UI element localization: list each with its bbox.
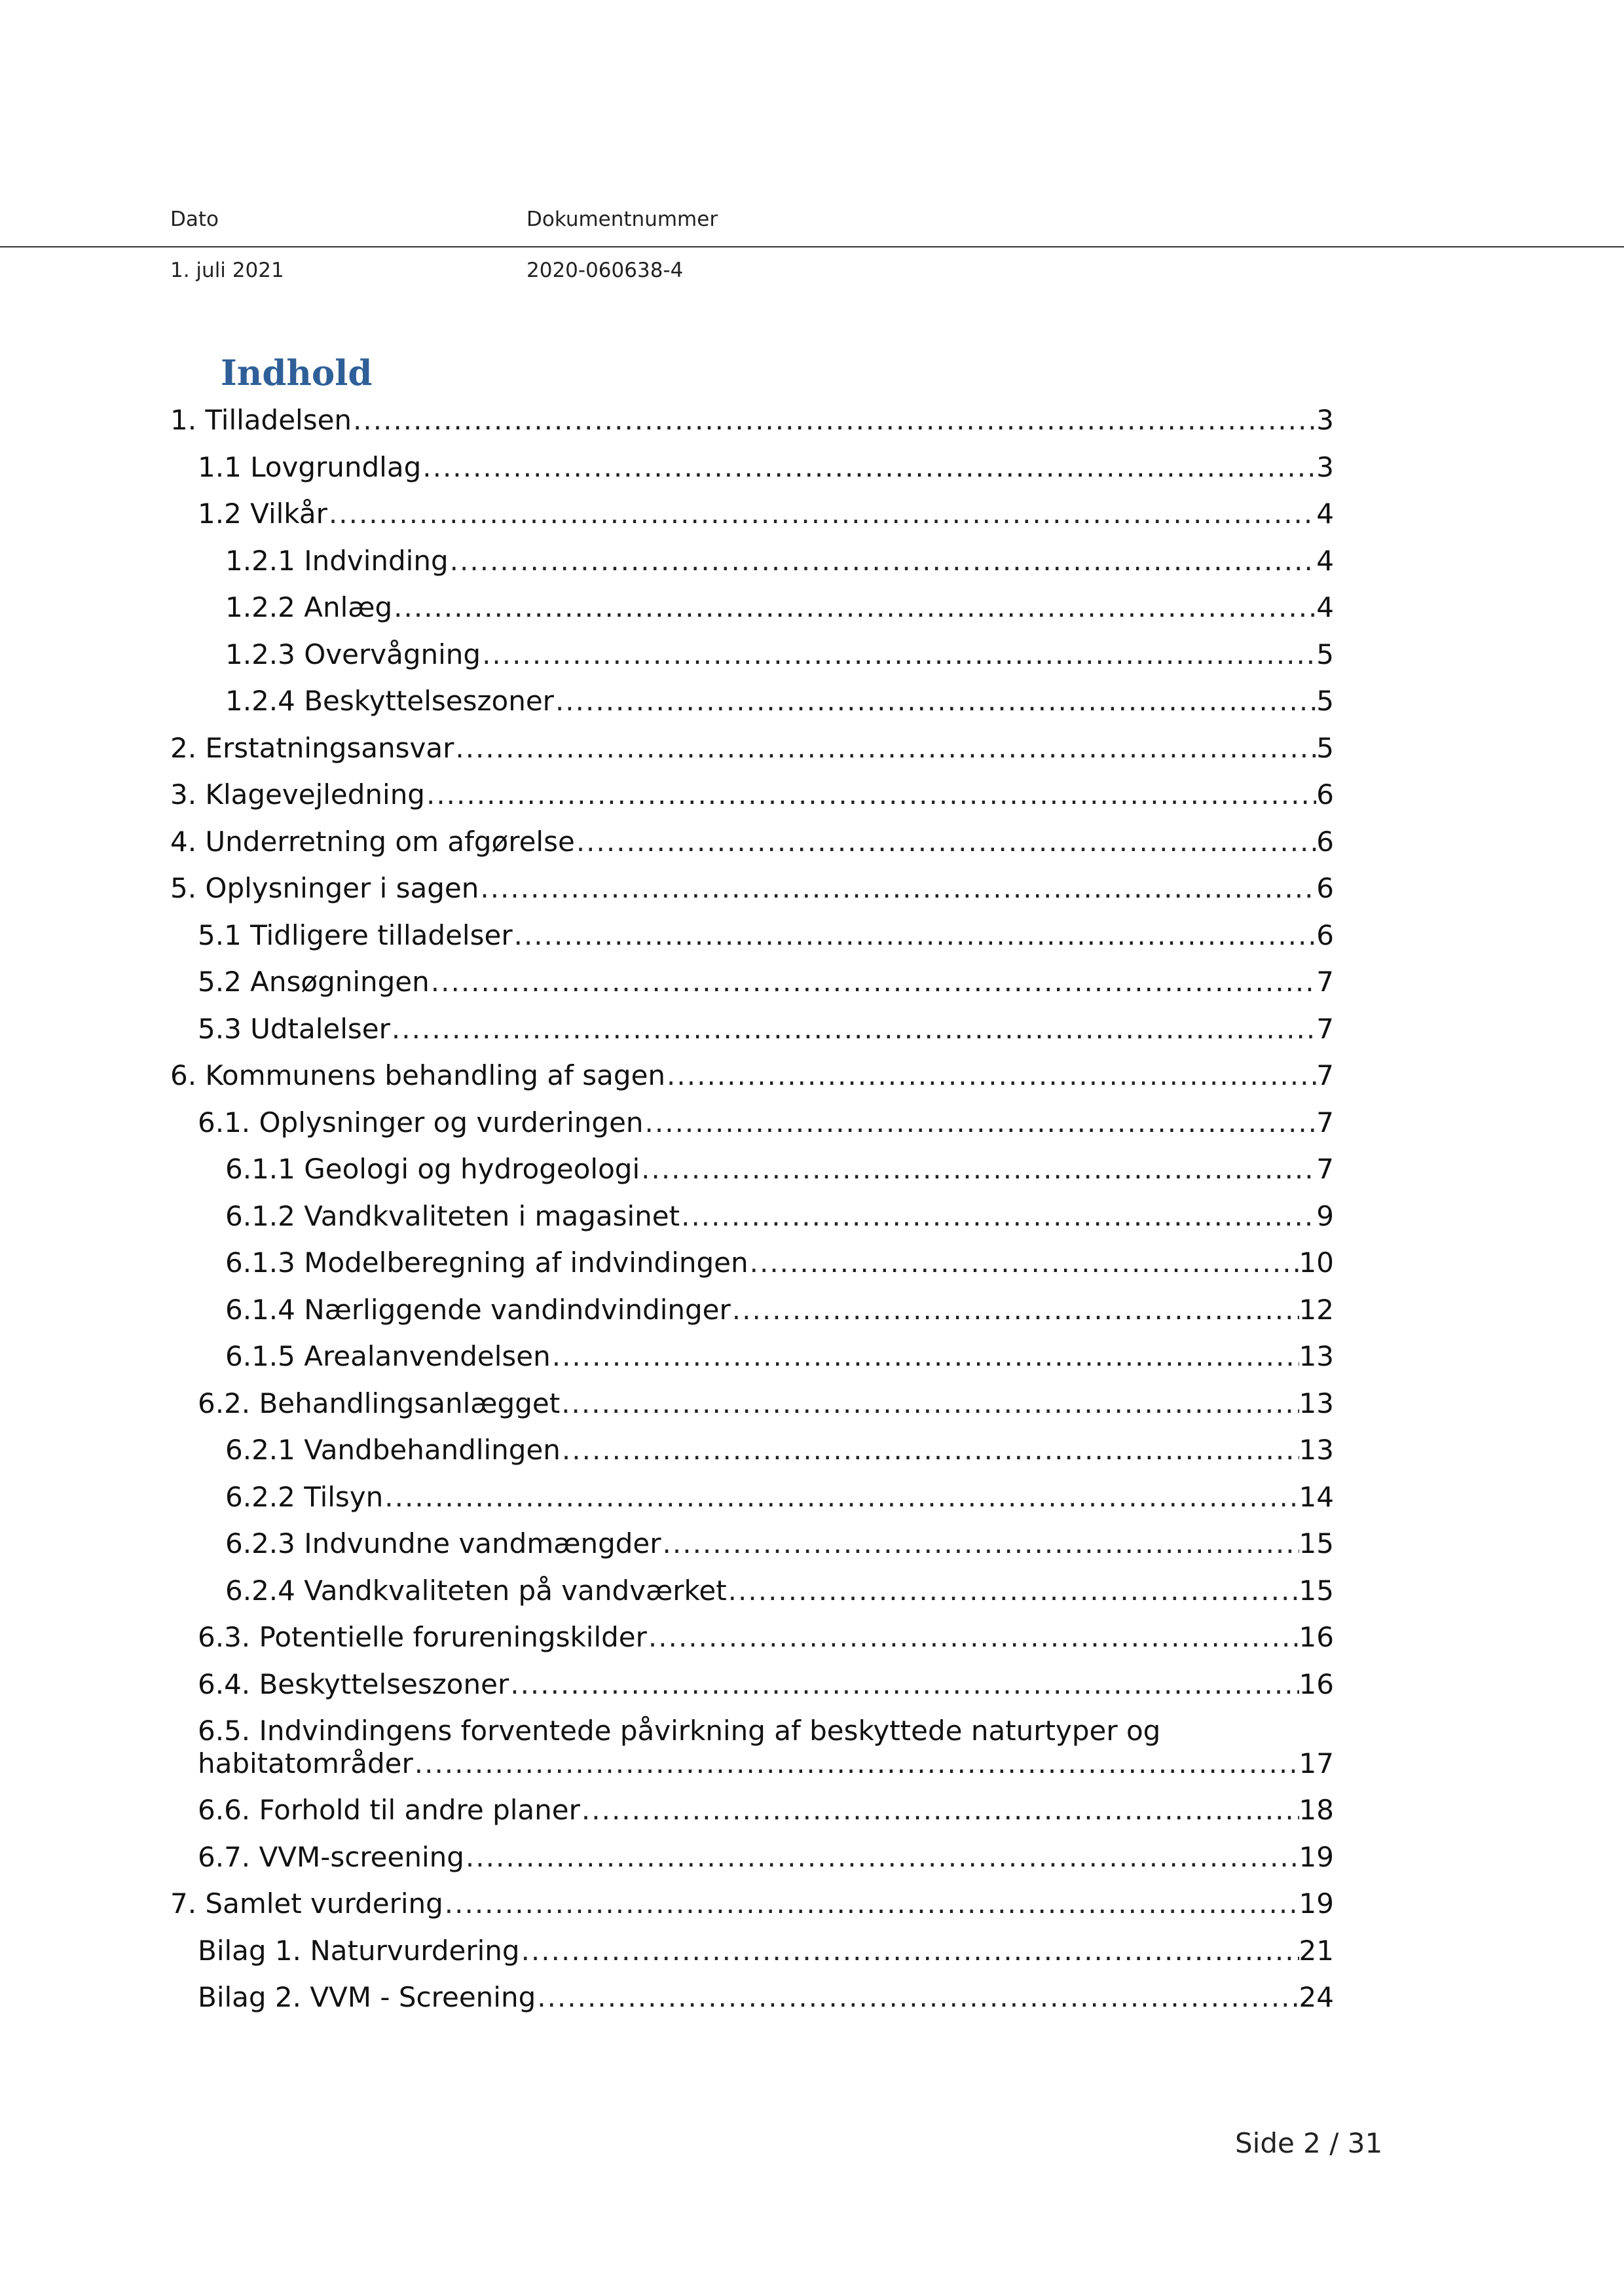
toc-dot-leader: [443, 1880, 1299, 1927]
toc-dot-leader: [536, 1974, 1299, 2021]
toc-entry-title: 6. Kommunens behandling af sagen: [170, 1059, 666, 1091]
toc-dot-leader: [509, 1661, 1299, 1708]
toc-dot-leader: [727, 1567, 1299, 1614]
toc-entry-page: 7: [1316, 1012, 1334, 1045]
toc-entry-page: 5: [1316, 731, 1334, 764]
toc-entry-title: 6.1.1 Geologi og hydrogeologi: [225, 1153, 640, 1185]
toc-entry-page: 7: [1316, 966, 1334, 998]
toc-entry[interactable]: [198, 1927, 1334, 1975]
toc-entry[interactable]: [225, 1239, 1334, 1286]
toc-dot-leader: [352, 397, 1316, 444]
toc-entry[interactable]: [198, 1661, 1334, 1708]
toc-entry-title: 6.3. Potentielle forureningskilder: [198, 1621, 647, 1653]
toc-dot-leader: [520, 1927, 1299, 1975]
toc-entry[interactable]: [225, 1427, 1334, 1474]
toc-dot-leader: [481, 631, 1316, 678]
toc-entry-page: 13: [1299, 1340, 1334, 1372]
toc-entry-title: 6.2.1 Vandbehandlingen: [225, 1434, 561, 1466]
toc-entry-title-line1: 6.5. Indvindingens forventede påvirkning af beskyttede naturtyper og: [198, 1715, 1161, 1747]
toc-entry-title: 5.1 Tidligere tilladelser: [198, 919, 513, 951]
toc-dot-leader: [327, 490, 1316, 538]
toc-entry-title: 5.3 Udtalelser: [198, 1012, 390, 1045]
date-value: 1. juli 2021: [170, 259, 284, 282]
toc-dot-leader: [647, 1614, 1299, 1661]
toc-entry[interactable]: [225, 1520, 1334, 1567]
toc-entry-page: 7: [1316, 1106, 1334, 1139]
toc-entry-page: 7: [1316, 1153, 1334, 1185]
toc-entry-page: 15: [1299, 1527, 1334, 1559]
toc-dot-leader: [575, 818, 1316, 866]
toc-dot-leader: [430, 958, 1317, 1006]
toc-entry-title: 5.2 Ansøgningen: [198, 966, 430, 998]
toc-entry-title: 6.1.5 Arealanvendelsen: [225, 1340, 551, 1372]
toc-entry-title: 3. Klagevejledning: [170, 778, 425, 811]
toc-entry-page: 4: [1316, 591, 1334, 623]
toc-entry-page: 3: [1316, 404, 1334, 436]
toc-entry-page: 16: [1299, 1621, 1334, 1653]
toc-entry[interactable]: [225, 1146, 1334, 1193]
toc-entry[interactable]: [198, 444, 1334, 491]
toc-dot-leader: [454, 725, 1316, 772]
toc-dot-leader: [561, 1427, 1299, 1474]
toc-entry-title: 2. Erstatningsansvar: [170, 731, 454, 764]
toc-entry[interactable]: [170, 397, 1334, 444]
toc-dot-leader: [383, 1474, 1299, 1521]
toc-entry[interactable]: [198, 490, 1334, 538]
toc-entry-page: 6: [1316, 778, 1334, 811]
toc-dot-leader: [560, 1380, 1299, 1427]
toc-entry-page: 19: [1299, 1887, 1334, 1920]
toc-dot-leader: [640, 1146, 1316, 1193]
toc-entry-title: habitatområder: [198, 1747, 413, 1779]
toc-entry-title: 6.1.3 Modelberegning af indvindingen: [225, 1247, 748, 1279]
table-of-contents: [170, 397, 1334, 2021]
toc-entry-page: 12: [1299, 1293, 1334, 1326]
toc-entry-page: 9: [1316, 1199, 1334, 1232]
toc-dot-leader: [479, 865, 1316, 912]
toc-entry-page: 4: [1316, 544, 1334, 577]
toc-entry-title: 1.2.3 Overvågning: [225, 638, 481, 670]
toc-entry-title: 1.2.4 Beskyttelseszoner: [225, 685, 554, 717]
toc-entry-page: 13: [1299, 1434, 1334, 1466]
toc-entry-page: 6: [1316, 872, 1334, 904]
toc-entry[interactable]: [198, 958, 1334, 1006]
toc-entry-title: 1.2.2 Anlæg: [225, 591, 393, 623]
toc-entry-title: 7. Samlet vurdering: [170, 1887, 443, 1920]
toc-entry-title: 6.2.3 Indvundne vandmængder: [225, 1527, 661, 1559]
toc-entry[interactable]: [225, 1286, 1334, 1334]
toc-entry[interactable]: [225, 1333, 1334, 1380]
toc-entry-title: 1. Tilladelsen: [170, 404, 352, 436]
toc-entry[interactable]: [198, 1787, 1334, 1834]
toc-entry-page: 6: [1316, 919, 1334, 951]
toc-entry-page: 19: [1299, 1840, 1334, 1873]
toc-entry-title: 6.1.2 Vandkvaliteten i magasinet: [225, 1199, 680, 1232]
toc-entry-title: 6.2. Behandlingsanlægget: [198, 1387, 561, 1419]
toc-entry[interactable]: [170, 771, 1334, 818]
toc-entry-page: 24: [1299, 1981, 1334, 2013]
doc-number-value: 2020-060638-4: [526, 259, 684, 282]
doc-number-label: Dokumentnummer: [526, 208, 718, 231]
toc-entry[interactable]: [225, 678, 1334, 725]
toc-entry-page: 5: [1316, 638, 1334, 670]
toc-dot-leader: [513, 912, 1317, 959]
toc-dot-leader: [580, 1787, 1299, 1834]
toc-entry-title: 6.2.4 Vandkvaliteten på vandværket: [225, 1574, 727, 1607]
toc-entry-page: 16: [1299, 1667, 1334, 1700]
toc-dot-leader: [554, 678, 1316, 725]
toc-entry-title: Bilag 2. VVM - Screening: [198, 1981, 536, 2013]
toc-entry-page: 15: [1299, 1574, 1334, 1607]
toc-entry-title: 6.2.2 Tilsyn: [225, 1480, 384, 1513]
toc-entry-title: 4. Underretning om afgørelse: [170, 825, 575, 858]
toc-entry-page: 5: [1316, 685, 1334, 717]
toc-title: Indhold: [221, 353, 373, 393]
toc-dot-leader: [390, 1006, 1316, 1053]
toc-entry-page: 10: [1299, 1247, 1334, 1279]
toc-entry[interactable]: [170, 818, 1334, 866]
toc-entry[interactable]: [198, 1614, 1334, 1661]
toc-dot-leader: [644, 1099, 1317, 1146]
toc-entry-page: 17: [1299, 1747, 1334, 1779]
toc-entry[interactable]: [170, 1880, 1334, 1927]
toc-entry-title: 5. Oplysninger i sagen: [170, 872, 479, 904]
toc-entry[interactable]: [225, 584, 1334, 631]
toc-entry[interactable]: [225, 631, 1334, 678]
toc-entry-page: 6: [1316, 825, 1334, 858]
toc-entry-page: 13: [1299, 1387, 1334, 1419]
toc-dot-leader: [421, 444, 1316, 491]
toc-entry-title: 1.2 Vilkår: [198, 498, 327, 530]
toc-entry-title: 6.1.4 Nærliggende vandindvindinger: [225, 1293, 731, 1326]
toc-entry[interactable]: [198, 1974, 1334, 2021]
toc-entry-title: Bilag 1. Naturvurdering: [198, 1934, 520, 1967]
toc-entry-page: 7: [1316, 1059, 1334, 1091]
toc-entry[interactable]: [170, 865, 1334, 912]
toc-entry[interactable]: [225, 1567, 1334, 1614]
toc-dot-leader: [731, 1286, 1299, 1334]
toc-dot-leader: [413, 1740, 1299, 1787]
toc-entry[interactable]: [198, 1006, 1334, 1053]
toc-entry-page: 14: [1299, 1480, 1334, 1513]
toc-entry-title: 6.1. Oplysninger og vurderingen: [198, 1106, 644, 1139]
toc-dot-leader: [464, 1834, 1299, 1881]
toc-dot-leader: [748, 1239, 1299, 1286]
header-divider: [0, 246, 1624, 247]
toc-entry-title: 6.4. Beskyttelseszoner: [198, 1667, 509, 1700]
toc-entry-title: 1.2.1 Indvinding: [225, 544, 449, 577]
toc-dot-leader: [680, 1193, 1316, 1240]
date-label: Dato: [170, 208, 219, 231]
toc-dot-leader: [449, 538, 1317, 585]
toc-entry[interactable]: [225, 1193, 1334, 1240]
page-number: Side 2 / 31: [1235, 2127, 1383, 2159]
toc-entry-page: 3: [1316, 450, 1334, 483]
toc-dot-leader: [661, 1520, 1299, 1567]
toc-entry[interactable]: [198, 1380, 1334, 1427]
toc-entry-title: 6.7. VVM-screening: [198, 1840, 464, 1873]
toc-dot-leader: [665, 1052, 1316, 1099]
toc-entry[interactable]: [198, 912, 1334, 959]
toc-entry-page: 4: [1316, 498, 1334, 530]
toc-dot-leader: [392, 584, 1316, 631]
toc-entry[interactable]: [225, 538, 1334, 585]
toc-entry[interactable]: [170, 725, 1334, 772]
toc-entry-title: 6.6. Forhold til andre planer: [198, 1794, 580, 1826]
toc-entry[interactable]: [198, 1834, 1334, 1881]
toc-entry[interactable]: [170, 1052, 1334, 1099]
toc-entry-page: 21: [1299, 1934, 1334, 1967]
toc-entry[interactable]: [198, 1099, 1334, 1146]
toc-dot-leader: [425, 771, 1316, 818]
toc-entry[interactable]: [225, 1474, 1334, 1521]
toc-dot-leader: [551, 1333, 1299, 1380]
toc-entry-page: 18: [1299, 1794, 1334, 1826]
toc-entry[interactable]: [198, 1707, 1334, 1787]
toc-entry-title: 1.1 Lovgrundlag: [198, 450, 422, 483]
